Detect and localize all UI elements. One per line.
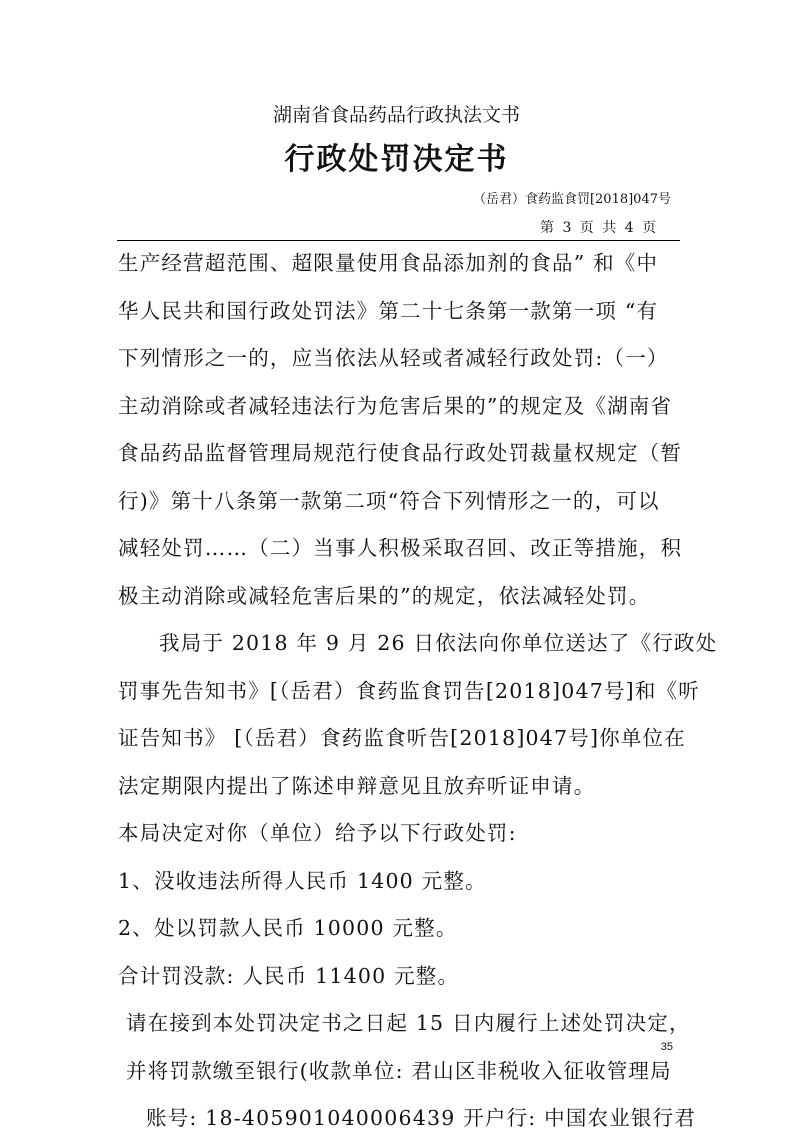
body-line: 请在接到本处罚决定书之日起 15 日内履行上述处罚决定， (126, 1011, 691, 1035)
body-line: 我局于 2018 年 9 月 26 日依法向你单位送达了《行政处 (159, 631, 718, 655)
document-org-title: 湖南省食品药品行政执法文书 (272, 104, 520, 126)
page-info: 第 3 页 共 4 页 (540, 220, 657, 236)
body-line: 下列情形之一的，应当依法从轻或者减轻行政处罚:（一） (118, 346, 669, 370)
body-line: 2、处以罚款人民币 10000 元整。 (118, 916, 458, 940)
page-number: 35 (660, 1041, 673, 1053)
body-line: 罚事先告知书》[（岳君）食药监食罚告[2018]047号]和《听 (118, 678, 700, 703)
body-line: 极主动消除或减轻危害后果的”的规定，依法减轻处罚。 (118, 583, 651, 608)
body-line: 本局决定对你（单位）给予以下行政处罚: (118, 821, 517, 845)
document-number: （岳君）食药监食罚[2018]047号 (472, 192, 671, 207)
document-body (118, 240, 718, 1143)
body-line: 合计罚没款: 人民币 11400 元整。 (118, 963, 460, 988)
body-line: 并将罚款缴至银行(收款单位: 君山区非税收入征收管理局 (126, 1058, 672, 1083)
body-line: 减轻处罚……（二）当事人积极采取召回、改正等措施，积 (118, 536, 683, 560)
body-line: 食品药品监督管理局规范行使食品行政处罚裁量权规定（暂 (118, 441, 683, 465)
body-line: 行)》第十八条第一款第二项“符合下列情形之一的，可以 (118, 488, 660, 513)
body-line: 证告知书》 [（岳君）食药监食听告[2018]047号]你单位在 (118, 726, 686, 750)
body-line: 法定期限内提出了陈述申辩意见且放弃听证申请。 (118, 773, 596, 798)
body-line: 1、没收违法所得人民币 1400 元整。 (118, 868, 487, 893)
body-line: 华人民共和国行政处罚法》第二十七条第一款第一项 “有 (118, 298, 659, 323)
body-line: 主动消除或者减轻违法行为危害后果的”的规定及《湖南省 (118, 393, 673, 418)
document-title: 行政处罚决定书 (284, 142, 509, 177)
body-line: 生产经营超范围、超限量使用食品添加剂的食品” 和《中 (118, 251, 659, 275)
body-line: 账号: 18-405901040006439 开户行: 中国农业银行君 (146, 1106, 697, 1130)
